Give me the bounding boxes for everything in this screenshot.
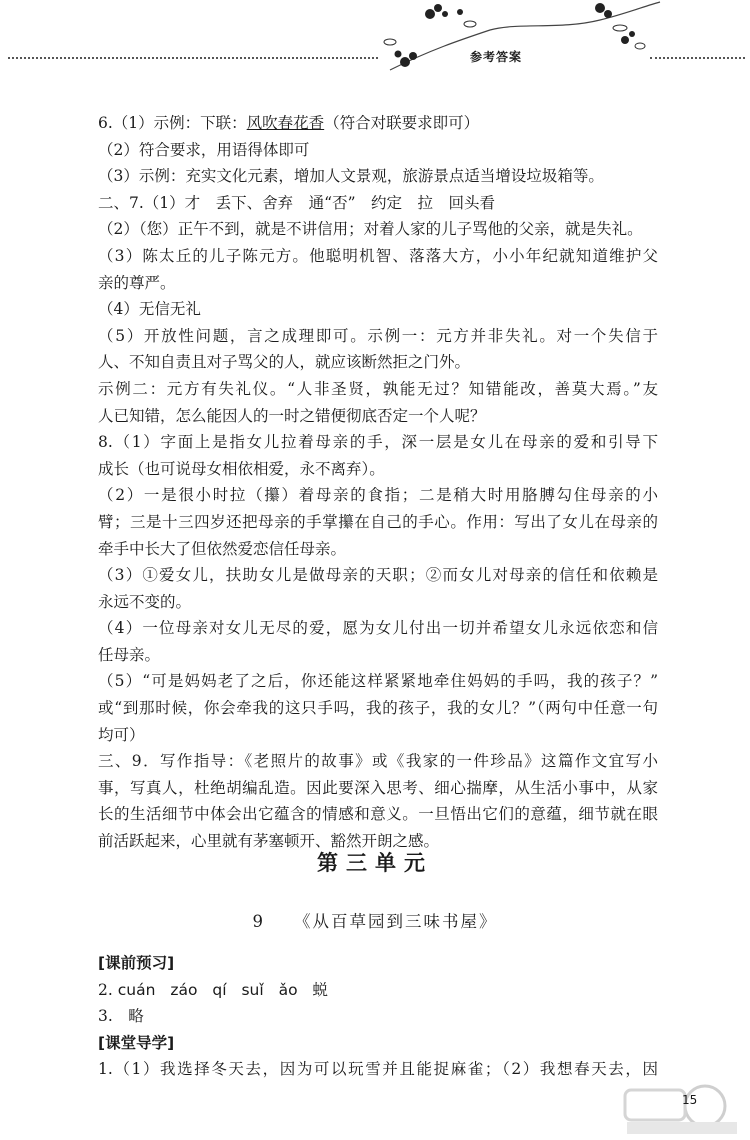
answer-line: 亲的尊严。	[98, 273, 176, 292]
answer-line: 三、9．写作指导：《老照片的故事》或《我家的一件珍品》这篇作文宜写小	[98, 752, 658, 771]
answer-line: （2）（您）正午不到，就是不讲信用；对着人家的儿子骂他的父亲，就是失礼。	[98, 220, 643, 239]
preview-item-2: 2. cuán záo qí suǐ ǎo 蜕	[98, 980, 328, 999]
header-dotted-rule-right	[650, 57, 745, 59]
answer-line: （5）开放性问题，言之成理即可。示例一：元方并非失礼。对一个失信于	[98, 326, 658, 345]
page-number: 15	[682, 1093, 698, 1107]
answers-block	[98, 110, 658, 855]
answer-line: 牵手中长大了但依然爱恋信任母亲。	[98, 539, 347, 558]
flower-ornament-icon	[370, 0, 670, 80]
answer-line: （2）一是很小时拉（攥）着母亲的食指；二是稍大时用胳膊勾住母亲的小	[98, 486, 658, 505]
answer-line: （3）示例：充实文化元素，增加人文景观，旅游景点适当增设垃圾箱等。	[98, 167, 604, 186]
answer-line: （3）陈太丘的儿子陈元方。他聪明机智、落落大方，小小年纪就知道维护父	[98, 246, 658, 265]
answer-line: （4）无信无礼	[98, 300, 201, 319]
answer-line: 人已知错，怎么能因人的一时之错便彻底否定一个人呢？	[98, 406, 486, 425]
preview-heading: [课前预习]	[98, 954, 175, 972]
lesson-number: 9	[252, 912, 265, 931]
preview-item-3: 3. 略	[98, 1007, 144, 1026]
header-title: 参考答案	[470, 50, 523, 64]
answer-line: 或“到那时候，你会牵我的这只手吗，我的孩子，我的女儿？”（两句中任意一句	[98, 699, 658, 718]
answer-line: 示例二：元方有失礼仪。“人非圣贤，孰能无过？知错能改，善莫大焉。”友	[98, 379, 658, 398]
answer-line: 事，写真人，杜绝胡编乱造。因此要深入思考、细心揣摩，从生活小事中，从家	[98, 778, 658, 797]
preview-section	[98, 950, 658, 1083]
answer-line: （2）符合要求，用语得体即可	[98, 140, 310, 159]
pinyin-answers: cuán záo qí suǐ ǎo	[117, 980, 298, 999]
answer-line: 前活跃起来，心里就有茅塞顿开、豁然开朗之感。	[98, 832, 440, 851]
answer-line: 6.（1）示例：下联：风吹春花香（符合对联要求即可）	[98, 114, 480, 132]
classroom-heading: [课堂导学]	[98, 1033, 175, 1052]
answer-line: 二、7.（1）才 丢下、舍弃 通“否” 约定 拉 回头看	[98, 193, 496, 212]
unit-title: 第三单元	[317, 851, 433, 875]
lesson-title	[0, 908, 750, 932]
classroom-item-1: 1.（1）我选择冬天去，因为可以玩雪并且能捉麻雀；（2）我想春天去，因	[98, 1060, 658, 1079]
answer-line: 永远不变的。	[98, 592, 192, 611]
watermark-logo-icon	[617, 1082, 747, 1137]
answer-line: 8.（1）字面上是指女儿拉着母亲的手，深一层是女儿在母亲的爱和引导下	[98, 433, 658, 452]
answer-line: 均可）	[98, 725, 145, 744]
underlined-answer: 风吹春花香	[246, 114, 325, 132]
answer-line: 成长（也可说母女相依相爱，永不离弃）。	[98, 459, 385, 478]
answer-line: （4）一位母亲对女儿无尽的爱，愿为女儿付出一切并希望女儿永远依恋和信	[98, 619, 658, 638]
answer-line: 任母亲。	[98, 645, 161, 664]
answer-line: 长的生活细节中体会出它蕴含的情感和意义。一旦悟出它们的意蕴，细节就在眼	[98, 805, 658, 824]
answer-line: 人、不知自责且对子骂父的人，就应该断然拒之门外。	[98, 353, 471, 372]
answer-line: （5）“可是妈妈老了之后，你还能这样紧紧地牵住妈妈的手吗，我的孩子？”	[98, 672, 658, 691]
header-dotted-rule-left	[8, 57, 378, 59]
answer-line: 臂；三是十三四岁还把母亲的手掌攥在自己的手心。作用：写出了女儿在母亲的	[98, 512, 658, 531]
answer-line: （3）①爱女儿，扶助女儿是做母亲的天职；②而女儿对母亲的信任和依赖是	[98, 566, 658, 585]
lesson-name: 《从百草园到三味书屋》	[293, 912, 498, 931]
